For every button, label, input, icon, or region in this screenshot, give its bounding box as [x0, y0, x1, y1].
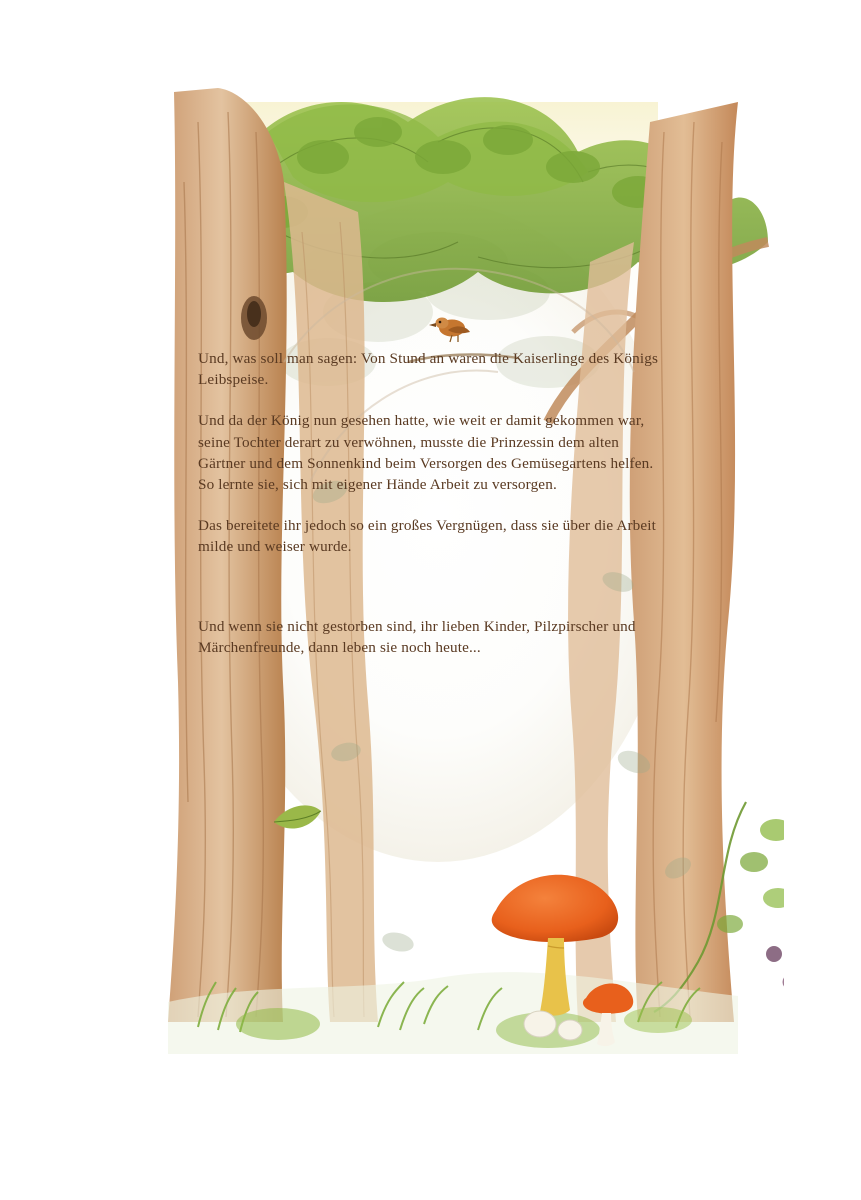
story-paragraph: Und da der König nun gesehen hatte, wie weit er damit gekommen war, seine Tochter derart zu verwöhnen, musste die Prinzessin dem alten Gärtner und dem Sonnenkind beim Versorgen des Gemüsegartens helfen. So lernte sie, sich mit eigener Hände Arbeit zu versorgen.	[198, 412, 654, 494]
story-text-block	[198, 348, 658, 658]
story-paragraph: Das bereitete ihr jedoch so ein großes Vergnügen, dass sie über die Arbeit milde und weiser wurde.	[198, 517, 657, 556]
story-paragraph: Und, was soll man sagen: Von Stund an waren die Kaiserlinge des Königs Leibspeise.	[198, 350, 659, 389]
story-paragraph: Und wenn sie nicht gestorben sind, ihr lieben Kinder, Pilzpirscher und Märchenfreunde, dann leben sie noch heute...	[198, 617, 636, 656]
